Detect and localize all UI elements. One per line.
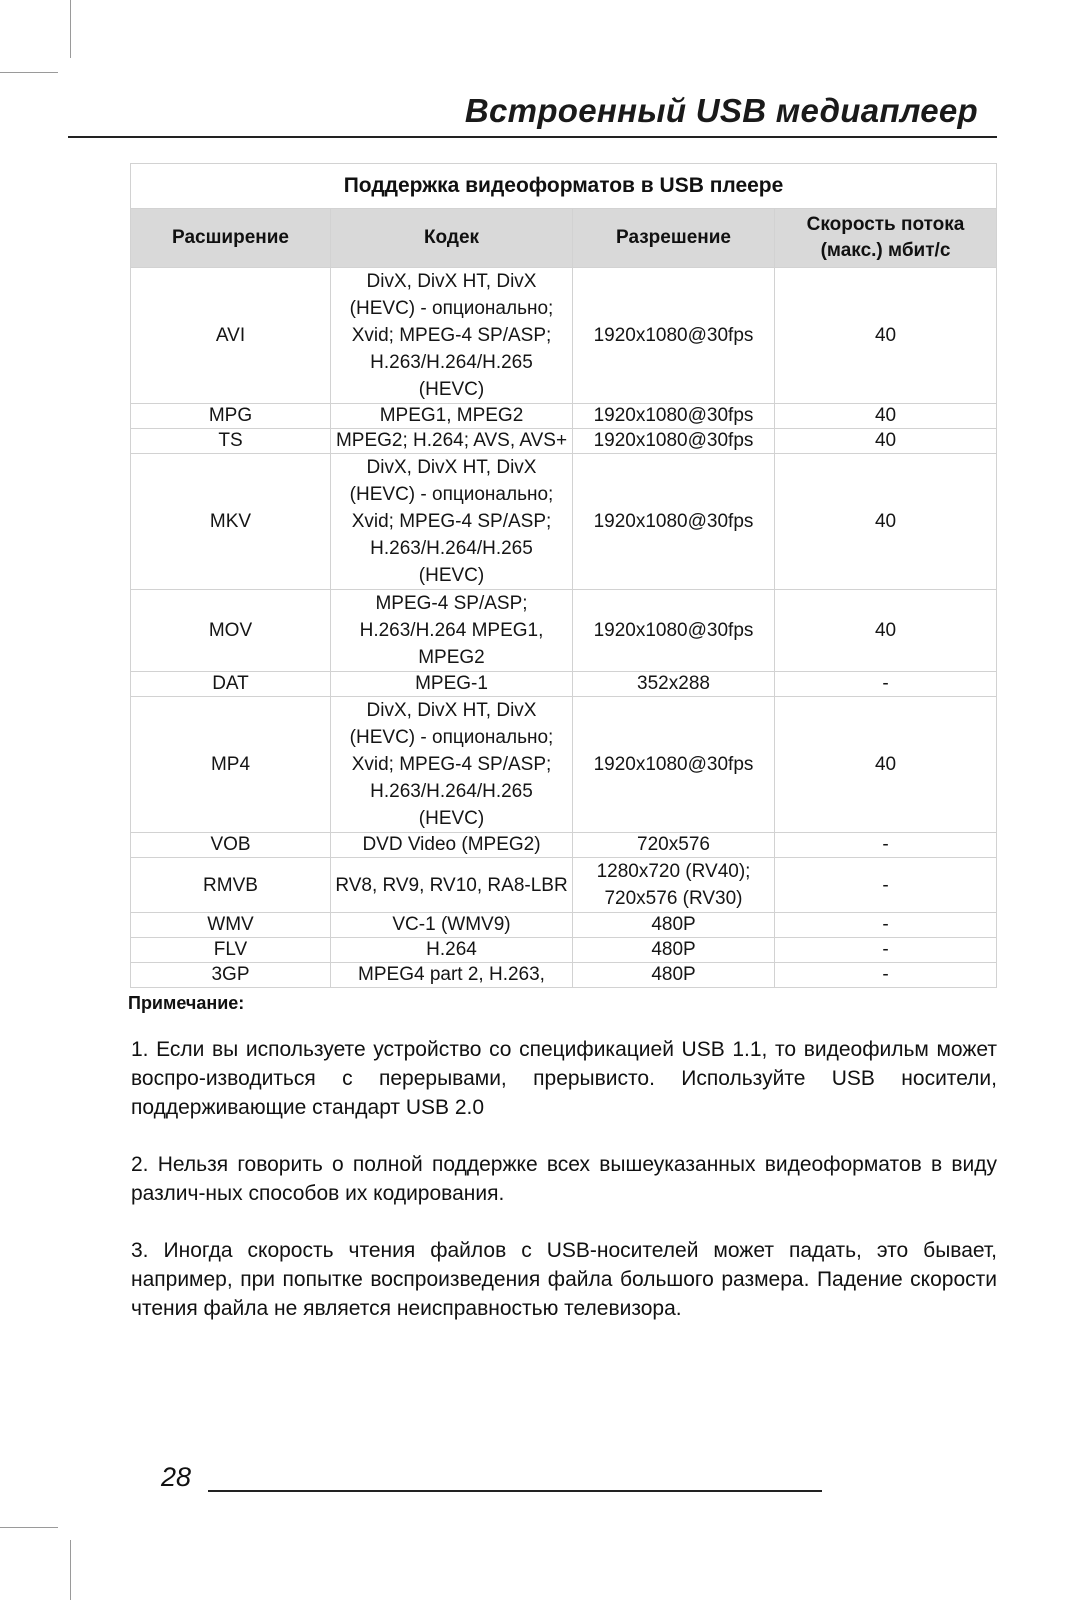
footer-rule: [208, 1490, 822, 1492]
cell-bitrate: -: [775, 963, 997, 988]
table-row: [131, 429, 997, 454]
table-row: [131, 454, 997, 590]
cell-codec: DVD Video (MPEG2): [331, 833, 573, 858]
cell-extension: RMVB: [131, 858, 331, 913]
cell-bitrate: -: [775, 833, 997, 858]
cell-codec: MPEG2; H.264; AVS, AVS+: [331, 429, 573, 454]
cell-extension: VOB: [131, 833, 331, 858]
table-row: [131, 858, 997, 913]
cell-resolution: 480P: [573, 963, 775, 988]
cell-codec: MPEG-1: [331, 672, 573, 697]
crop-mark: [70, 1540, 71, 1600]
col-header-extension: Расширение: [131, 209, 331, 268]
cell-resolution: 1280x720 (RV40); 720x576 (RV30): [573, 858, 775, 913]
table-title: Поддержка видеоформатов в USB плеере: [131, 164, 997, 209]
notes-list: [131, 1035, 997, 1351]
cell-bitrate: 40: [775, 697, 997, 833]
cell-resolution: 1920x1080@30fps: [573, 454, 775, 590]
cell-resolution: 1920x1080@30fps: [573, 268, 775, 404]
crop-mark: [0, 72, 58, 73]
cell-resolution: 1920x1080@30fps: [573, 697, 775, 833]
cell-resolution: 720x576: [573, 833, 775, 858]
table-row: [131, 590, 997, 672]
page-number: 28: [161, 1462, 192, 1492]
cell-bitrate: -: [775, 938, 997, 963]
cell-bitrate: -: [775, 913, 997, 938]
cell-bitrate: -: [775, 672, 997, 697]
cell-bitrate: 40: [775, 404, 997, 429]
note-item: 2. Нельзя говорить о полной поддержке всех вышеуказанных видеоформатов в виду различ-ных способов их кодирования.: [131, 1153, 997, 1205]
cell-bitrate: 40: [775, 590, 997, 672]
cell-codec: MPEG4 part 2, H.263,: [331, 963, 573, 988]
cell-bitrate: 40: [775, 268, 997, 404]
table-row: [131, 938, 997, 963]
cell-bitrate: 40: [775, 429, 997, 454]
cell-codec: MPEG-4 SP/ASP; H.263/H.264 MPEG1, MPEG2: [331, 590, 573, 672]
table-row: [131, 833, 997, 858]
crop-mark: [70, 0, 71, 58]
table-row: [131, 913, 997, 938]
notes-label: Примечание:: [128, 993, 245, 1013]
cell-resolution: 352x288: [573, 672, 775, 697]
table-row: [131, 672, 997, 697]
cell-extension: MKV: [131, 454, 331, 590]
cell-extension: AVI: [131, 268, 331, 404]
cell-codec: H.264: [331, 938, 573, 963]
cell-codec: DivX, DivX HT, DivX (HEVC) - опционально; Xvid; MPEG-4 SP/ASP; H.263/H.264/H.265 (HEVC): [331, 697, 573, 833]
cell-extension: 3GP: [131, 963, 331, 988]
col-header-bitrate: Скорость потока (макс.) мбит/с: [775, 209, 997, 268]
table-row: [131, 697, 997, 833]
cell-resolution: 1920x1080@30fps: [573, 429, 775, 454]
cell-extension: FLV: [131, 938, 331, 963]
col-header-resolution: Разрешение: [573, 209, 775, 268]
page-title: Встроенный USB медиаплеер: [464, 92, 978, 129]
cell-extension: MP4: [131, 697, 331, 833]
title-underline: [68, 136, 997, 138]
cell-codec: RV8, RV9, RV10, RA8-LBR: [331, 858, 573, 913]
cell-codec: VC-1 (WMV9): [331, 913, 573, 938]
cell-extension: WMV: [131, 913, 331, 938]
table-row: [131, 404, 997, 429]
cell-codec: MPEG1, MPEG2: [331, 404, 573, 429]
cell-extension: DAT: [131, 672, 331, 697]
note-item: 3. Иногда скорость чтения файлов с USB-носителей может падать, это бывает, например, при попытке воспроизведения файла большого размера. Падение скорости чтения файла не является неисправностью телевизора.: [131, 1239, 997, 1320]
col-header-codec: Кодек: [331, 209, 573, 268]
cell-codec: DivX, DivX HT, DivX (HEVC) - опционально; Xvid; MPEG-4 SP/ASP; H.263/H.264/H.265 (HEVC): [331, 268, 573, 404]
note-item: 1. Если вы используете устройство со спецификацией USB 1.1, то видеофильм может воспро-изводиться с перерывами, прерывисто. Используйте USB носители, поддерживающие стандарт USB 2.0: [131, 1038, 997, 1119]
crop-mark: [0, 1527, 58, 1528]
cell-resolution: 480P: [573, 938, 775, 963]
table-row: [131, 268, 997, 404]
cell-bitrate: 40: [775, 454, 997, 590]
cell-extension: MPG: [131, 404, 331, 429]
cell-extension: MOV: [131, 590, 331, 672]
video-formats-table: [130, 163, 997, 988]
cell-resolution: 480P: [573, 913, 775, 938]
cell-extension: TS: [131, 429, 331, 454]
cell-resolution: 1920x1080@30fps: [573, 404, 775, 429]
table-row: [131, 963, 997, 988]
cell-codec: DivX, DivX HT, DivX (HEVC) - опционально; Xvid; MPEG-4 SP/ASP; H.263/H.264/H.265 (HEVC): [331, 454, 573, 590]
cell-resolution: 1920x1080@30fps: [573, 590, 775, 672]
cell-bitrate: -: [775, 858, 997, 913]
